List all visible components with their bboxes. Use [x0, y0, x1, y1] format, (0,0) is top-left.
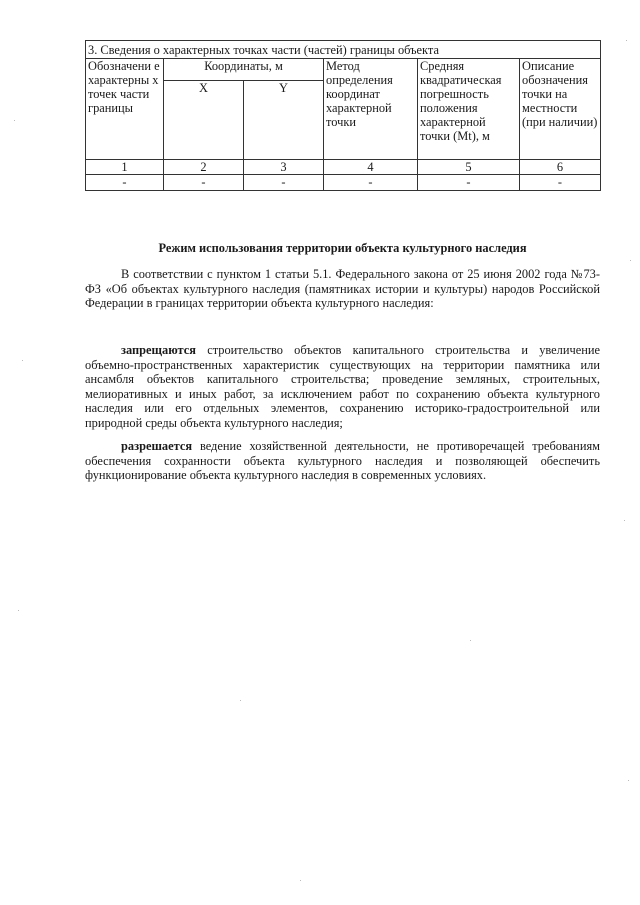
table-cell: - [520, 175, 601, 191]
boundary-points-table [85, 40, 601, 191]
header-y: Y [244, 81, 324, 160]
header-x: X [164, 81, 244, 160]
column-number: 1 [86, 160, 164, 175]
column-number: 4 [324, 160, 418, 175]
table-cell: - [244, 175, 324, 191]
column-number: 5 [418, 160, 520, 175]
column-number: 2 [164, 160, 244, 175]
header-error: Средняя квадратическая погрешность положения характерной точки (Mt), м [418, 59, 520, 160]
table-row [86, 175, 601, 191]
table-header-row-1 [86, 59, 601, 81]
allowed-text: ведение хозяйственной деятельности, не противоречащей требованиям обеспечения сохранности объекта культурного наследия и позволяющей обеспечить функционирование объекта культурного наследия в современных условиях. [85, 439, 600, 482]
header-description: Описание обозначения точки на местности (при наличии) [520, 59, 601, 160]
table-title [86, 41, 601, 59]
table-title-row [86, 41, 601, 59]
column-number: 3 [244, 160, 324, 175]
allowed-label: разрешается [121, 439, 193, 453]
prohibited-paragraph [85, 343, 600, 430]
table-cell: - [418, 175, 520, 191]
prohibited-label: запрещаются [121, 343, 196, 357]
table-title-text: 3. Сведения о характерных точках части (частей) границы объекта [88, 43, 439, 57]
table-number-row [86, 160, 601, 175]
column-number: 6 [520, 160, 601, 175]
table-cell: - [86, 175, 164, 191]
intro-paragraph: В соответствии с пунктом 1 статьи 5.1. Федерального закона от 25 июня 2002 года №73-ФЗ «Об объектах культурного наследия (памятниках истории и культуры) народов Российской Федерации в границах территории объекта культурного наследия: [85, 267, 600, 310]
table-cell: - [324, 175, 418, 191]
header-designation: Обозначени е характерны х точек части границы [86, 59, 164, 160]
table-cell: - [164, 175, 244, 191]
header-method: Метод определения координат характерной точки [324, 59, 418, 160]
prohibited-text: строительство объектов капитального строительства и увеличение объемно-пространственных характеристик существующих на территории памятника или ансамбля объектов капитального строительства; проведение земляных, строительных, мелиоративных и иных работ, за исключением работ по сохранению объекта культурного наследия или его отдельных элементов, сохранению историко-градостроительной или природной среды объекта культурного наследия; [85, 343, 600, 430]
header-coordinates: Координаты, м [164, 59, 324, 81]
allowed-paragraph [85, 439, 600, 483]
section-heading: Режим использования территории объекта культурного наследия [158, 241, 527, 255]
